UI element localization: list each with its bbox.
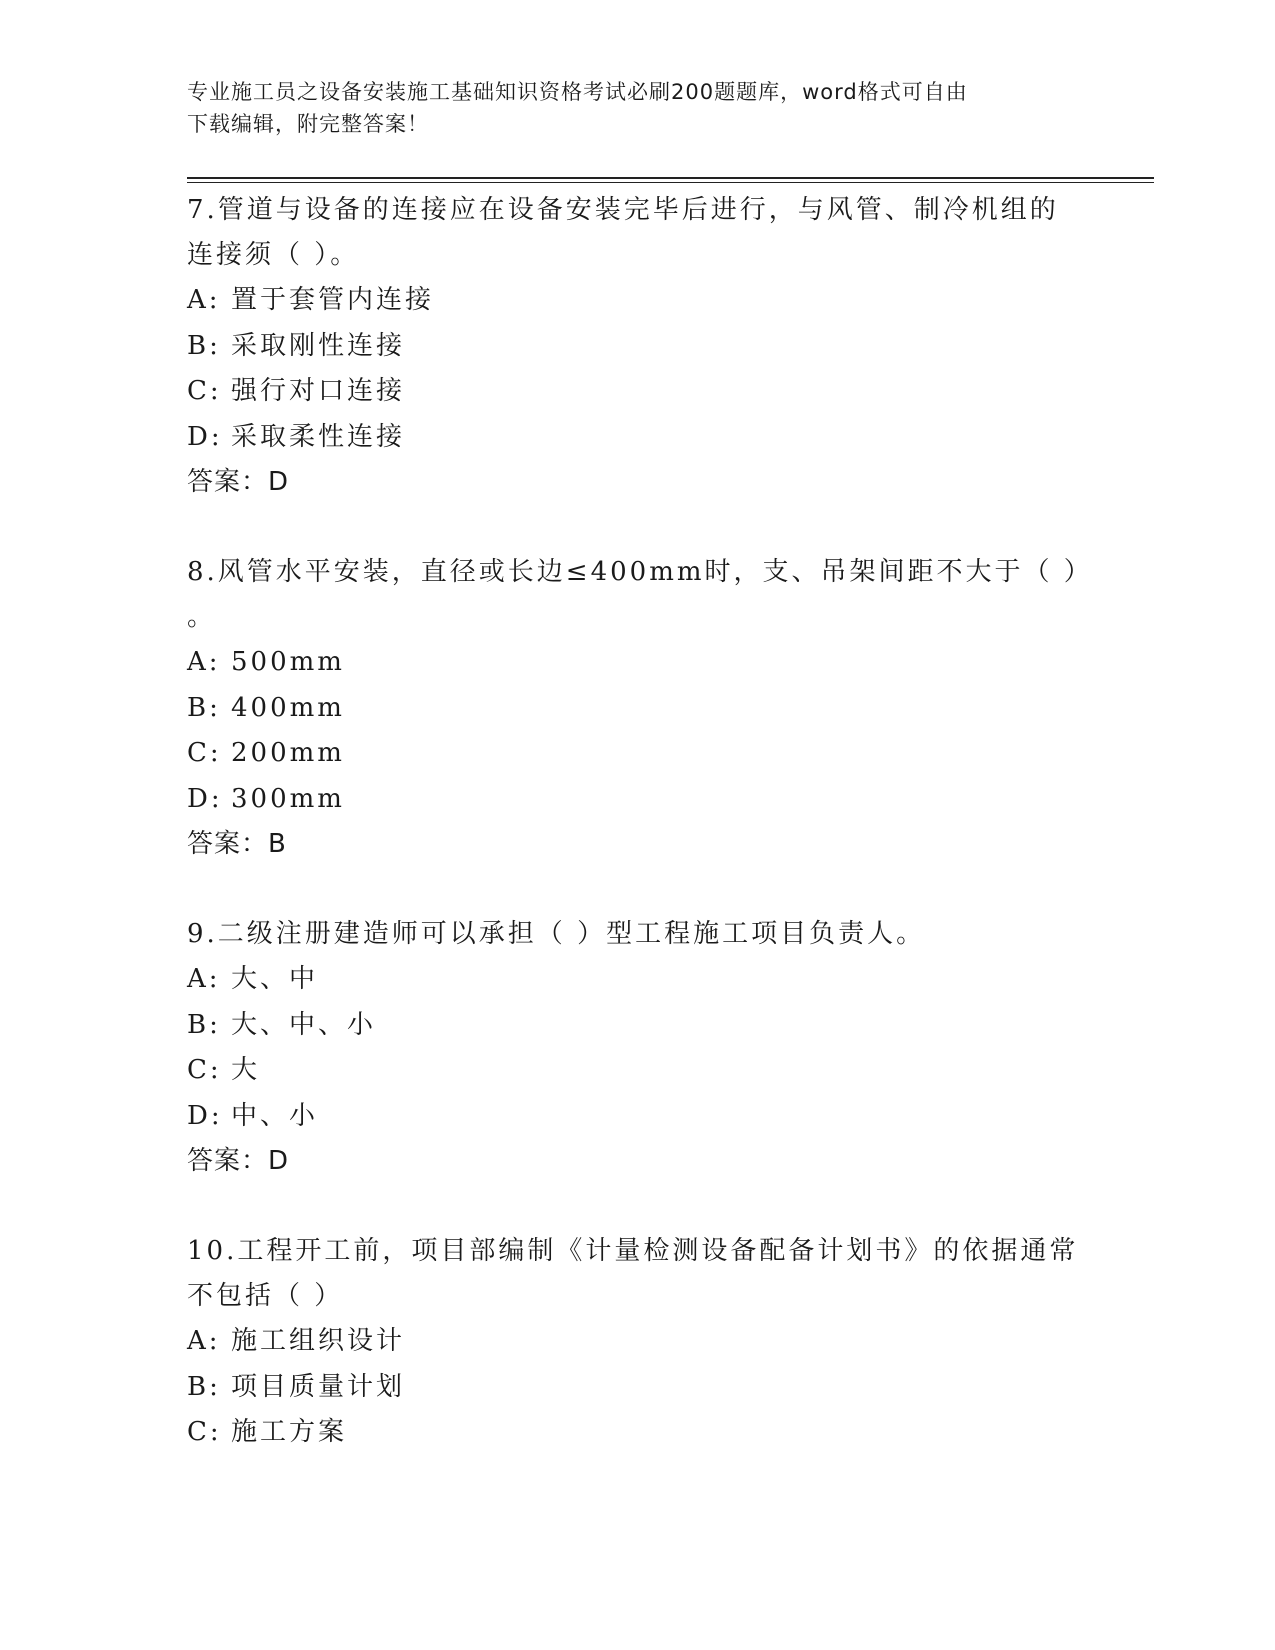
option-letter: A:: [187, 964, 221, 994]
option-letter: C:: [187, 376, 222, 406]
option-b: [187, 324, 1087, 370]
option-letter: C:: [187, 1417, 222, 1447]
question-spacer: [187, 867, 1087, 912]
header-line-2: 下载编辑，附完整答案！: [187, 112, 429, 136]
option-text: 300mm: [231, 783, 345, 814]
document-header: [187, 76, 1077, 140]
question-spacer: [187, 505, 1087, 550]
option-letter: B:: [187, 330, 221, 361]
option-text: 中、小: [231, 1100, 319, 1131]
option-letter: D:: [187, 783, 223, 814]
question-stem-line: 连接须（ ）。: [187, 240, 360, 270]
option-a: [187, 640, 1087, 686]
answer-line: 答案：D: [187, 1146, 290, 1176]
question-stem-line: 10.工程开工前，项目部编制《计量检测设备配备计划书》的依据通常: [187, 1236, 1079, 1266]
option-letter: C:: [187, 738, 222, 768]
option-letter: A:: [187, 1326, 221, 1356]
option-b: [187, 1003, 1087, 1049]
header-line-1: 专业施工员之设备安装施工基础知识资格考试必刷200题题库，word格式可自由: [187, 80, 968, 104]
option-text: 施工方案: [231, 1417, 348, 1447]
option-letter: A:: [187, 285, 221, 315]
option-letter: B:: [187, 1371, 221, 1402]
option-letter: D:: [187, 421, 223, 452]
option-c: [187, 369, 1087, 415]
question-9: [187, 912, 1087, 1184]
question-10: [187, 1229, 1087, 1456]
answer-line: 答案：B: [187, 829, 287, 859]
option-text: 大、中: [231, 964, 319, 994]
option-a: [187, 278, 1087, 324]
option-letter: D:: [187, 1100, 223, 1131]
option-text: 500mm: [231, 647, 345, 677]
option-d: [187, 777, 1087, 823]
option-a: [187, 957, 1087, 1003]
option-text: 置于套管内连接: [231, 285, 435, 315]
question-stem-line: 。: [187, 602, 217, 632]
option-c: [187, 731, 1087, 777]
option-d: [187, 1094, 1087, 1140]
option-a: [187, 1319, 1087, 1365]
option-text: 项目质量计划: [231, 1371, 406, 1402]
option-letter: B:: [187, 1009, 221, 1040]
option-text: 采取柔性连接: [231, 421, 406, 452]
header-divider-thick: [187, 177, 1154, 179]
question-list: [187, 188, 1093, 1456]
question-spacer: [187, 1184, 1087, 1229]
option-b: [187, 686, 1087, 732]
option-text: 200mm: [231, 738, 345, 768]
option-text: 大、中、小: [231, 1009, 377, 1040]
option-c: [187, 1048, 1087, 1094]
option-b: [187, 1365, 1087, 1411]
option-letter: C:: [187, 1055, 222, 1085]
question-8: [187, 550, 1093, 867]
option-c: [187, 1410, 1087, 1456]
option-text: 施工组织设计: [231, 1326, 406, 1356]
question-stem-line: 8.风管水平安装，直径或长边≤400mm时，支、吊架间距不大于（ ）: [187, 557, 1093, 587]
question-stem-line: 不包括（ ）: [187, 1281, 344, 1311]
option-letter: A:: [187, 647, 221, 677]
question-stem-line: 9.二级注册建造师可以承担（ ）型工程施工项目负责人。: [187, 919, 926, 949]
option-text: 采取刚性连接: [231, 330, 406, 361]
question-stem-line: 7.管道与设备的连接应在设备安装完毕后进行，与风管、制冷机组的: [187, 195, 1059, 225]
option-letter: B:: [187, 692, 221, 723]
question-7: [187, 188, 1087, 505]
header-divider-thin: [187, 182, 1154, 183]
answer-line: 答案：D: [187, 467, 290, 497]
option-text: 400mm: [231, 692, 345, 723]
option-text: 强行对口连接: [231, 376, 406, 406]
option-text: 大: [231, 1055, 261, 1085]
option-d: [187, 415, 1087, 461]
